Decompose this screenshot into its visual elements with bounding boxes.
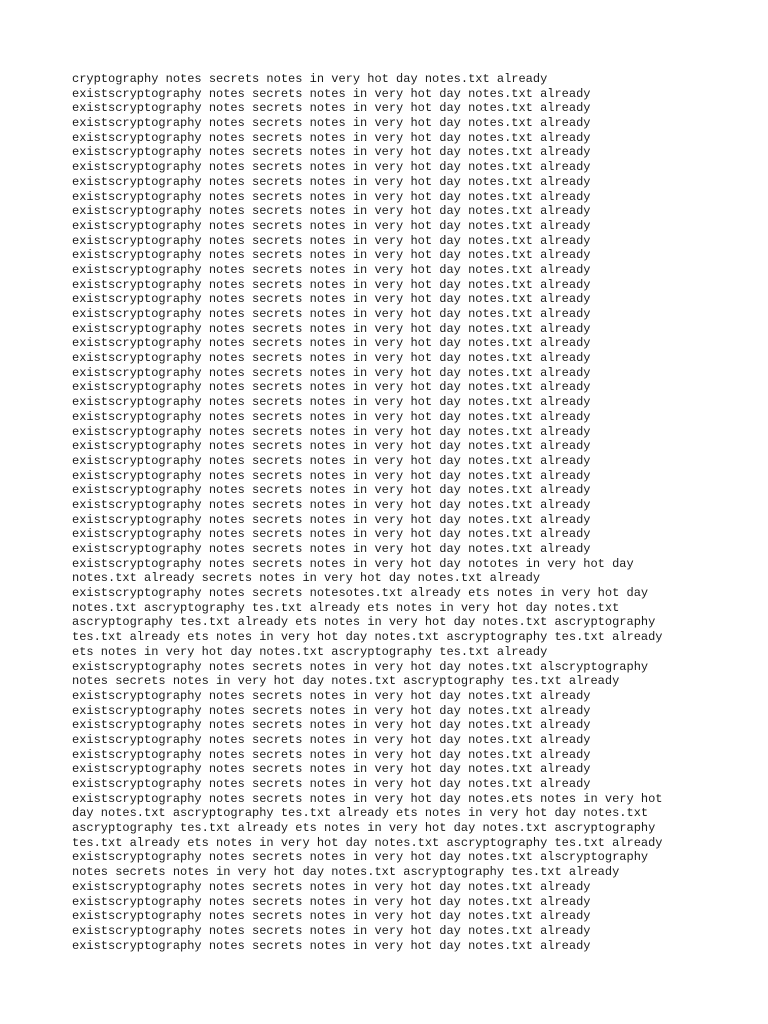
text-line: existscryptography notes secrets notes in very hot day notes.txt already — [72, 409, 591, 424]
text-line: existscryptography notes secrets notes in very hot day notes.txt already — [72, 101, 591, 116]
text-line: existscryptography notes secrets notes in very hot day notes.txt already — [72, 145, 591, 160]
text-line: existscryptography notes secrets notes in very hot day notes.txt already — [72, 262, 591, 277]
text-line: existscryptography notes secrets notes in very hot day notes.txt already — [72, 894, 591, 909]
text-line: existscryptography notes secrets notes in very hot day notes.txt already — [72, 424, 591, 439]
text-line: existscryptography notes secrets notes in very hot day notes.txt already — [72, 453, 591, 468]
text-line: notes secrets notes in very hot day notes.txt ascryptography tes.txt already — [72, 674, 620, 689]
text-line: existscryptography notes secrets notes in very hot day notes.ets notes in very hot — [72, 791, 663, 806]
document-text-block — [72, 72, 712, 953]
text-line: existscryptography notes secrets notes in very hot day notes.txt already — [72, 277, 591, 292]
text-line: existscryptography notes secrets notes in very hot day notes.txt already — [72, 909, 591, 924]
text-line: existscryptography notes secrets notes in very hot day notes.txt already — [72, 189, 591, 204]
text-line: ets notes in very hot day notes.txt ascryptography tes.txt already — [72, 644, 548, 659]
text-line: existscryptography notes secrets notes in very hot day notes.txt already — [72, 130, 591, 145]
text-line: existscryptography notes secrets notes in very hot day notes.txt already — [72, 204, 591, 219]
text-line: existscryptography notes secrets notes in very hot day nototes in very hot day — [72, 556, 634, 571]
text-line: existscryptography notes secrets notes in very hot day notes.txt already — [72, 395, 591, 410]
text-line: existscryptography notes secrets notes in very hot day notes.txt alscryptography — [72, 850, 649, 865]
text-line: existscryptography notes secrets notes in very hot day notes.txt already — [72, 542, 591, 556]
text-line: existscryptography notes secrets notes in very hot day notes.txt already — [72, 218, 591, 233]
text-line: existscryptography notes secrets notes in very hot day notes.txt already — [72, 703, 591, 718]
text-line: existscryptography notes secrets notes in very hot day notes.txt already — [72, 380, 591, 395]
text-line: existscryptography notes secrets notes in very hot day notes.txt already — [72, 336, 591, 351]
text-line: existscryptography notes secrets notes in very hot day notes.txt already — [72, 923, 591, 938]
text-line: ascryptography tes.txt already ets notes in very hot day notes.txt ascryptography — [72, 615, 656, 630]
text-line: tes.txt already ets notes in very hot day notes.txt ascryptography tes.txt already — [72, 835, 663, 850]
text-line: ascryptography tes.txt already ets notes in very hot day notes.txt ascryptography — [72, 821, 656, 836]
text-line: existscryptography notes secrets notes in very hot day notes.txt already — [72, 747, 591, 762]
text-line: existscryptography notes secrets notes in very hot day notes.txt already — [72, 732, 591, 747]
text-line: day notes.txt ascryptography tes.txt already ets notes in very hot day notes.txt — [72, 806, 649, 821]
text-line: existscryptography notes secrets notes in very hot day notes.txt already — [72, 233, 591, 248]
text-line: existscryptography notes secrets notes in very hot day notes.txt already — [72, 512, 591, 527]
text-line: existscryptography notes secrets notesotes.txt already ets notes in very hot day — [72, 586, 649, 601]
text-line: notes.txt already secrets notes in very hot day notes.txt already — [72, 571, 541, 586]
text-line: existscryptography notes secrets notes in very hot day notes.txt already — [72, 365, 591, 380]
text-line: existscryptography notes secrets notes in very hot day notes.txt already — [72, 307, 591, 321]
text-line: notes.txt ascryptography tes.txt already ets notes in very hot day notes.txt — [72, 600, 620, 615]
text-line: existscryptography notes secrets notes in very hot day notes.txt already — [72, 248, 591, 263]
text-line: existscryptography notes secrets notes in very hot day notes.txt already — [72, 879, 591, 894]
text-line: existscryptography notes secrets notes in very hot day notes.txt already — [72, 174, 591, 189]
text-line: existscryptography notes secrets notes in very hot day notes.txt already — [72, 718, 591, 733]
text-line: existscryptography notes secrets notes in very hot day notes.txt already — [72, 762, 591, 777]
text-line: existscryptography notes secrets notes in very hot day notes.txt already — [72, 938, 591, 953]
text-line: existscryptography notes secrets notes in very hot day notes.txt already — [72, 483, 591, 498]
text-line: existscryptography notes secrets notes in very hot day notes.txt already — [72, 777, 591, 791]
text-line: existscryptography notes secrets notes in very hot day notes.txt already — [72, 439, 591, 454]
text-line: notes secrets notes in very hot day notes.txt ascryptography tes.txt already — [72, 865, 620, 880]
text-line: existscryptography notes secrets notes in very hot day notes.txt already — [72, 527, 591, 542]
text-line: existscryptography notes secrets notes in very hot day notes.txt already — [72, 468, 591, 483]
text-line: existscryptography notes secrets notes in very hot day notes.txt already — [72, 160, 591, 175]
text-line: existscryptography notes secrets notes in very hot day notes.txt already — [72, 86, 591, 101]
text-line: existscryptography notes secrets notes in very hot day notes.txt already — [72, 351, 591, 366]
text-line: existscryptography notes secrets notes in very hot day notes.txt already — [72, 497, 591, 512]
text-line: existscryptography notes secrets notes in very hot day notes.txt already — [72, 688, 591, 703]
text-line: existscryptography notes secrets notes in very hot day notes.txt already — [72, 292, 591, 307]
text-line: existscryptography notes secrets notes in very hot day notes.txt already — [72, 321, 591, 336]
text-line: existscryptography notes secrets notes in very hot day notes.txt alscryptography — [72, 659, 649, 674]
text-line: cryptography notes secrets notes in very hot day notes.txt already — [72, 72, 548, 86]
text-line: existscryptography notes secrets notes in very hot day notes.txt already — [72, 116, 591, 131]
text-line: tes.txt already ets notes in very hot day notes.txt ascryptography tes.txt already — [72, 630, 663, 645]
